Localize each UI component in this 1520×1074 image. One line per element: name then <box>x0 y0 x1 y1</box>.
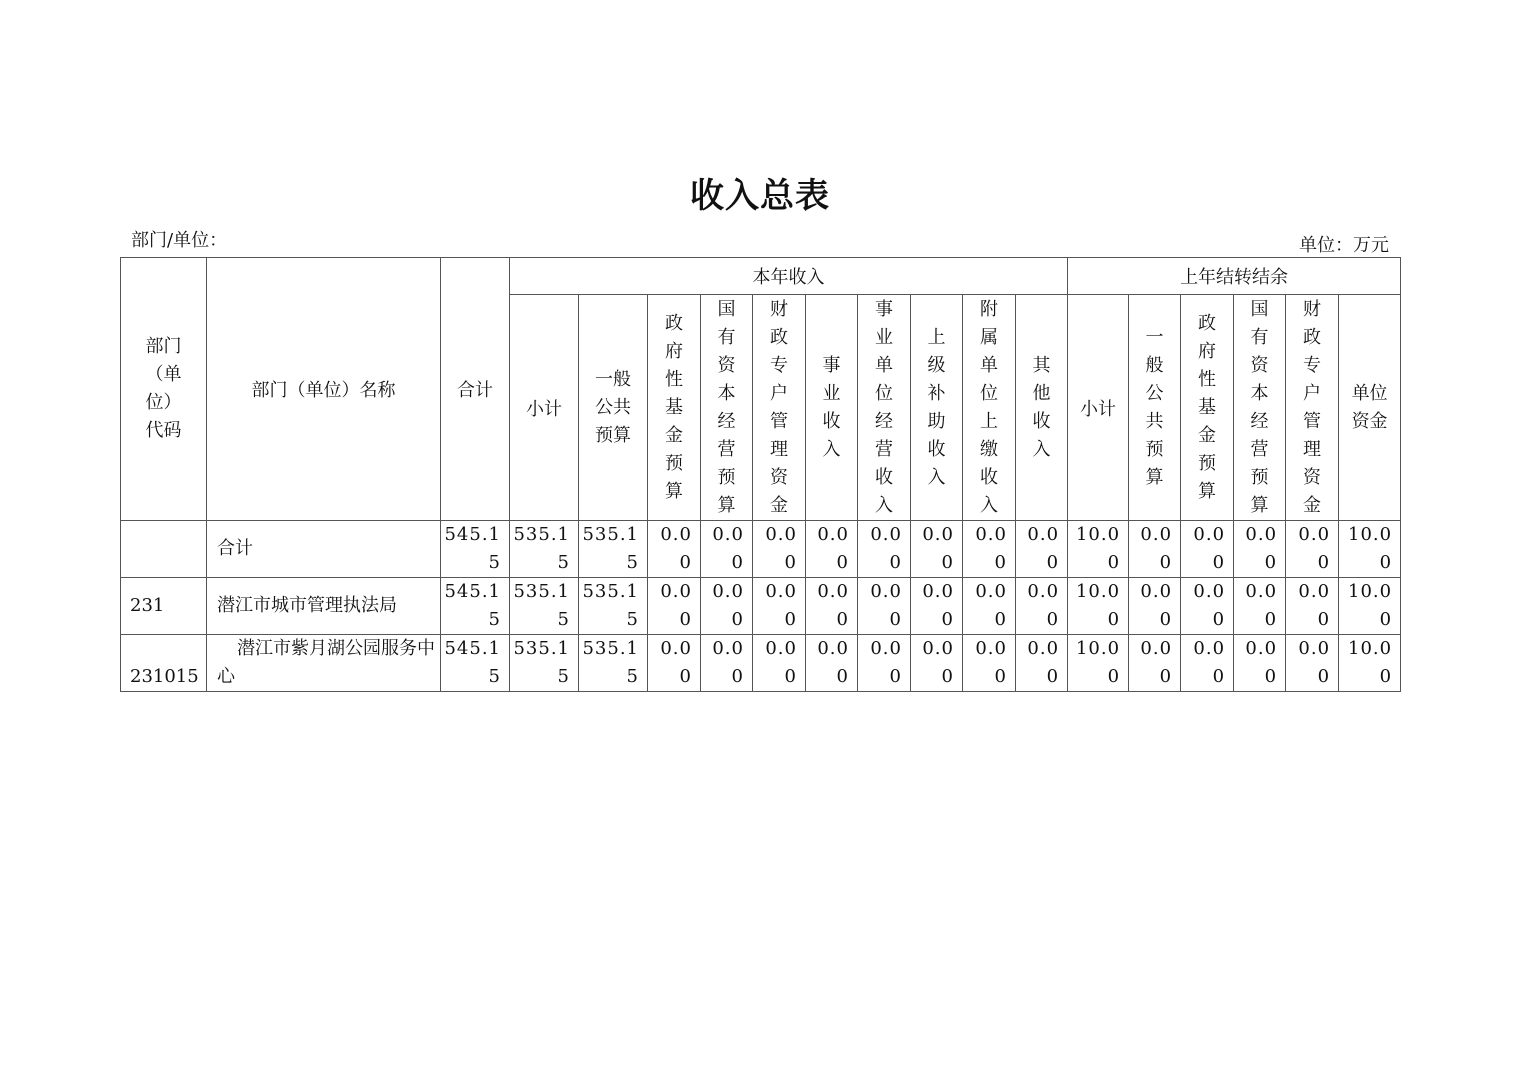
header-last-year-group: 上年结转结余 <box>1068 258 1401 295</box>
cell-last-state-capital: 0.00 <box>1234 635 1286 692</box>
row-name: 潜江市紫月湖公园服务中心 <box>207 635 441 692</box>
cell-current-special-account: 0.00 <box>753 635 806 692</box>
cell-current-affiliate-remit: 0.00 <box>963 635 1016 692</box>
page-title: 收入总表 <box>690 176 830 216</box>
row-code <box>121 521 207 578</box>
cell-last-subtotal: 10.00 <box>1068 521 1129 578</box>
cell-last-gov-fund: 0.00 <box>1181 578 1234 635</box>
header-code: 部门（单位）代码 <box>121 258 207 521</box>
cell-last-state-capital: 0.00 <box>1234 521 1286 578</box>
header-last-unit-funds: 单位资金 <box>1339 295 1401 521</box>
cell-current-state-capital: 0.00 <box>701 521 753 578</box>
cell-total: 545.15 <box>441 578 510 635</box>
cell-current-general-budget: 535.15 <box>579 635 648 692</box>
unit-label: 单位：万元 <box>1299 235 1389 256</box>
cell-current-operating-income: 0.00 <box>858 578 911 635</box>
cell-current-operating-income: 0.00 <box>858 521 911 578</box>
cell-last-unit-funds: 10.00 <box>1339 521 1401 578</box>
cell-last-special-account: 0.00 <box>1286 521 1339 578</box>
cell-current-affiliate-remit: 0.00 <box>963 521 1016 578</box>
cell-last-state-capital: 0.00 <box>1234 578 1286 635</box>
header-current-subtotal: 小计 <box>510 295 579 521</box>
cell-total: 545.15 <box>441 635 510 692</box>
cell-current-general-budget: 535.15 <box>579 521 648 578</box>
cell-current-special-account: 0.00 <box>753 521 806 578</box>
header-current-other-income: 其他收入 <box>1016 295 1068 521</box>
cell-current-business-income: 0.00 <box>806 635 858 692</box>
table-row <box>121 578 1401 635</box>
header-name: 部门（单位）名称 <box>207 258 441 521</box>
header-current-business-income: 事业收入 <box>806 295 858 521</box>
header-current-superior-subsidy: 上级补助收入 <box>911 295 963 521</box>
header-current-year-group: 本年收入 <box>510 258 1068 295</box>
cell-current-operating-income: 0.00 <box>858 635 911 692</box>
cell-current-superior-subsidy: 0.00 <box>911 578 963 635</box>
cell-last-gov-fund: 0.00 <box>1181 635 1234 692</box>
cell-current-other-income: 0.00 <box>1016 521 1068 578</box>
cell-current-business-income: 0.00 <box>806 578 858 635</box>
cell-current-state-capital: 0.00 <box>701 578 753 635</box>
header-current-special-account: 财政专户管理资金 <box>753 295 806 521</box>
cell-last-special-account: 0.00 <box>1286 635 1339 692</box>
cell-current-state-capital: 0.00 <box>701 635 753 692</box>
cell-last-unit-funds: 10.00 <box>1339 578 1401 635</box>
cell-current-gov-fund: 0.00 <box>648 635 701 692</box>
cell-last-unit-funds: 10.00 <box>1339 635 1401 692</box>
department-label: 部门/单位： <box>131 230 228 251</box>
header-last-subtotal: 小计 <box>1068 295 1129 521</box>
row-name: 合计 <box>207 521 441 578</box>
header-total: 合计 <box>441 258 510 521</box>
cell-current-gov-fund: 0.00 <box>648 578 701 635</box>
cell-current-special-account: 0.00 <box>753 578 806 635</box>
cell-last-general-budget: 0.00 <box>1129 578 1181 635</box>
cell-last-general-budget: 0.00 <box>1129 635 1181 692</box>
cell-current-other-income: 0.00 <box>1016 578 1068 635</box>
row-code: 231 <box>121 578 207 635</box>
cell-current-subtotal: 535.15 <box>510 578 579 635</box>
table-row <box>121 635 1401 692</box>
header-last-special-account: 财政专户管理资金 <box>1286 295 1339 521</box>
cell-last-general-budget: 0.00 <box>1129 521 1181 578</box>
cell-current-business-income: 0.00 <box>806 521 858 578</box>
cell-current-gov-fund: 0.00 <box>648 521 701 578</box>
header-current-gov-fund: 政府性基金预算 <box>648 295 701 521</box>
row-name: 潜江市城市管理执法局 <box>207 578 441 635</box>
cell-current-general-budget: 535.15 <box>579 578 648 635</box>
header-last-gov-fund: 政府性基金预算 <box>1181 295 1234 521</box>
cell-current-subtotal: 535.15 <box>510 635 579 692</box>
cell-total: 545.15 <box>441 521 510 578</box>
cell-last-subtotal: 10.00 <box>1068 635 1129 692</box>
header-last-state-capital: 国有资本经营预算 <box>1234 295 1286 521</box>
cell-current-affiliate-remit: 0.00 <box>963 578 1016 635</box>
cell-current-other-income: 0.00 <box>1016 635 1068 692</box>
cell-current-superior-subsidy: 0.00 <box>911 521 963 578</box>
row-code: 231015 <box>121 635 207 692</box>
header-current-general-budget: 一般公共预算 <box>579 295 648 521</box>
header-current-operating-income: 事业单位经营收入 <box>858 295 911 521</box>
header-current-state-capital: 国有资本经营预算 <box>701 295 753 521</box>
income-summary-table <box>120 257 1401 692</box>
cell-last-gov-fund: 0.00 <box>1181 521 1234 578</box>
cell-current-superior-subsidy: 0.00 <box>911 635 963 692</box>
header-last-general-budget: 一般公共预算 <box>1129 295 1181 521</box>
table-row <box>121 521 1401 578</box>
header-row-group <box>121 258 1401 295</box>
header-current-affiliate-remit: 附属单位上缴收入 <box>963 295 1016 521</box>
cell-current-subtotal: 535.15 <box>510 521 579 578</box>
cell-last-special-account: 0.00 <box>1286 578 1339 635</box>
cell-last-subtotal: 10.00 <box>1068 578 1129 635</box>
